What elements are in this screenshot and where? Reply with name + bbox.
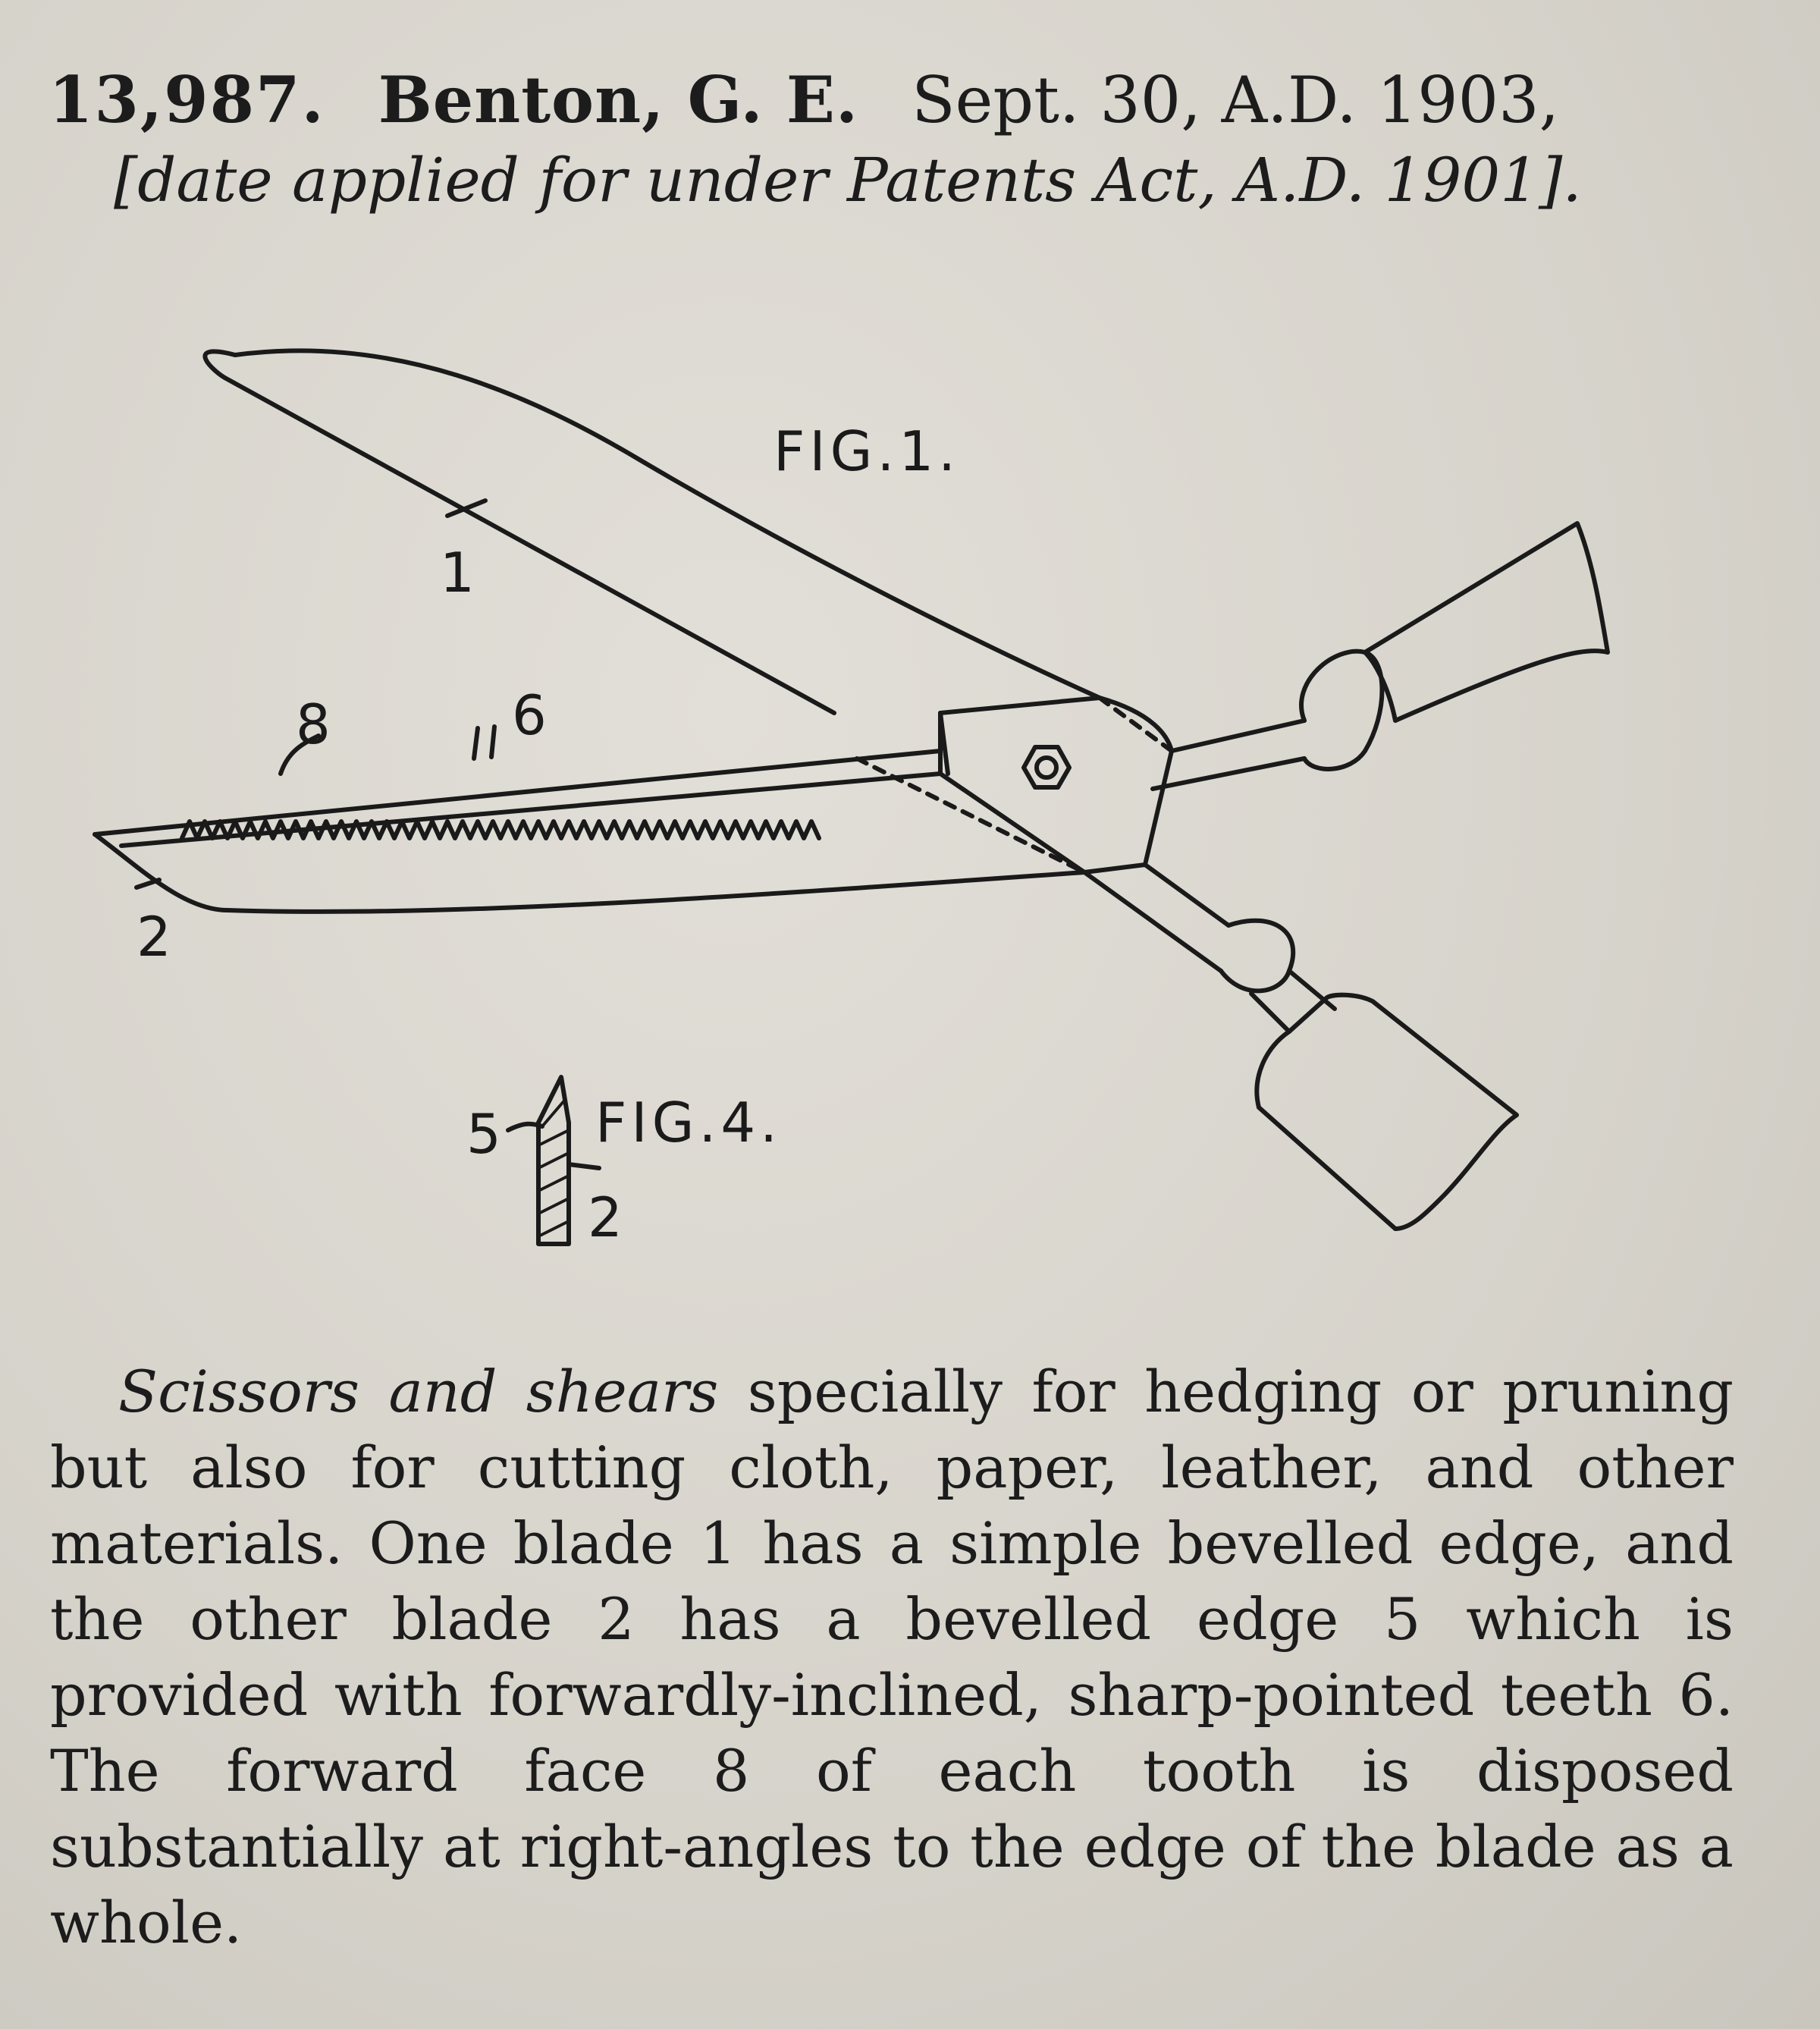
upper-blade: [205, 351, 834, 713]
pivot-bolt: [1024, 747, 1069, 787]
patent-drawing: [0, 288, 1820, 1289]
fig1-title: FIG.1.: [774, 419, 961, 483]
inventor-name: Benton, G. E.: [378, 62, 859, 137]
upper-handle: [1153, 721, 1304, 789]
label-6: 6: [512, 683, 547, 747]
application-note-text: [date applied for under Patents Act, A.D. 1901].: [114, 145, 1582, 215]
fig4-label-2: 2: [588, 1186, 623, 1249]
lower-handle: [1084, 865, 1228, 971]
label-1: 1: [440, 541, 475, 605]
abstract-title: Scissors and shears: [118, 1358, 719, 1425]
abstract-paragraph: [50, 1354, 1734, 1961]
abstract-body: specially for hedging or pruning but also for cutting cloth, paper, leather, and other materials. One blade 1 has a simple bevelled edge, and the other blade 2 has a bevelled edge 5 which is provided with forwardly-inclined, sharp-pointed teeth 6. The forward face 8 of each tooth is disposed substantially at right-angles to the edge of the blade as a whole.: [50, 1358, 1734, 1956]
application-note: [114, 143, 1782, 218]
patent-number: 13,987.: [49, 62, 325, 137]
fig4-label-5: 5: [466, 1102, 501, 1166]
fig4-title: FIG.4.: [595, 1091, 783, 1154]
label-2: 2: [136, 905, 171, 969]
patent-date: Sept. 30, A.D. 1903,: [912, 63, 1560, 137]
serrated-teeth: [182, 821, 819, 838]
patent-header: [49, 62, 1762, 138]
label-8: 8: [296, 693, 331, 756]
